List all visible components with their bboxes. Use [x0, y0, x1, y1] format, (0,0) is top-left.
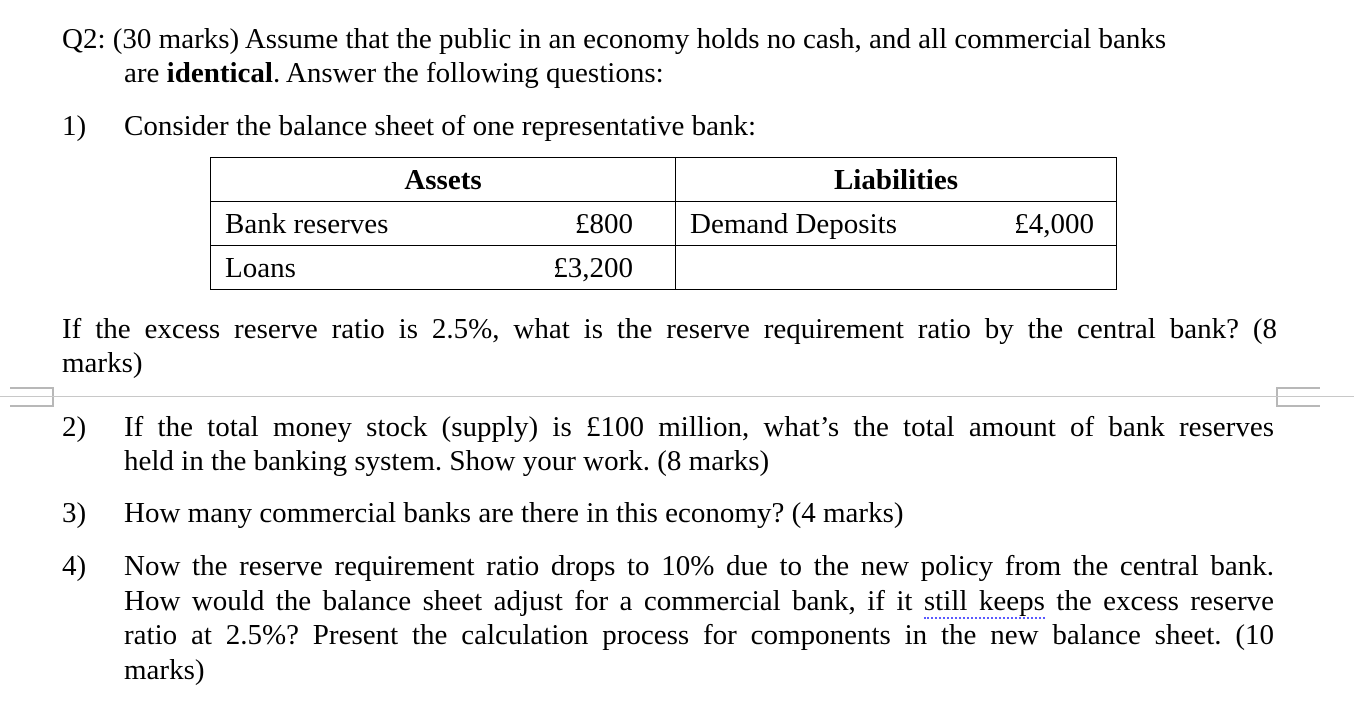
table-row: [211, 246, 1117, 290]
asset-label: Loans: [225, 251, 296, 284]
item-3-text: How many commercial banks are there in this economy? (4 marks): [124, 497, 904, 529]
page-break-divider: [0, 396, 1354, 397]
page-corner-mark-left: [10, 387, 54, 399]
asset-cell: [211, 202, 676, 246]
follow-up-question: [62, 312, 1277, 380]
item-4-line3: ratio at 2.5%? Present the calculation process for components in the new balance sheet. (10: [124, 619, 1274, 651]
assets-header: Assets: [211, 158, 676, 202]
follow-up-line1: If the excess reserve ratio is 2.5%, what is the reserve requirement ratio by the central bank? (8: [62, 313, 1277, 345]
page-corner-mark-left-lower: [10, 399, 54, 407]
item-4-number: 4): [62, 550, 87, 582]
liabilities-header: Liabilities: [676, 158, 1117, 202]
page-corner-mark-right: [1276, 387, 1320, 399]
asset-cell: [211, 246, 676, 290]
liability-cell: [676, 246, 1117, 290]
item-1-number: 1): [62, 110, 87, 142]
liability-label: Demand Deposits: [690, 207, 897, 240]
item-1-text: Consider the balance sheet of one representative bank:: [124, 110, 757, 142]
page-corner-mark-right-lower: [1276, 399, 1320, 407]
asset-value: £800: [575, 207, 633, 240]
item-4-line4: marks): [124, 654, 205, 686]
item-4-line2: How would the balance sheet adjust for a commercial bank, if it still keeps the excess reserve: [124, 585, 1274, 617]
item-2-line2: held in the banking system. Show your work. (8 marks): [124, 445, 770, 477]
heading-bold-word: identical: [166, 57, 273, 89]
asset-label: Bank reserves: [225, 207, 389, 240]
item-4-line1: Now the reserve requirement ratio drops to 10% due to the new policy from the central bank.: [124, 550, 1274, 582]
asset-value: £3,200: [553, 251, 633, 284]
table-row: [211, 202, 1117, 246]
follow-up-line2: marks): [62, 347, 143, 379]
table-header-row: [211, 158, 1117, 202]
liability-cell: [676, 202, 1117, 246]
item-2-number: 2): [62, 411, 87, 443]
item-2-line1: If the total money stock (supply) is £100 million, what’s the total amount of bank reserves: [124, 411, 1274, 443]
item-3-number: 3): [62, 497, 87, 529]
balance-sheet-table: [210, 157, 1117, 290]
liability-value: £4,000: [1014, 207, 1094, 240]
heading-line1: Q2: (30 marks) Assume that the public in an economy holds no cash, and all commercial banks: [62, 23, 1167, 55]
heading-line2: are identical. Answer the following questions:: [124, 57, 664, 89]
spellcheck-marked-phrase: still keeps: [923, 585, 1045, 617]
question-heading: [62, 22, 1277, 90]
